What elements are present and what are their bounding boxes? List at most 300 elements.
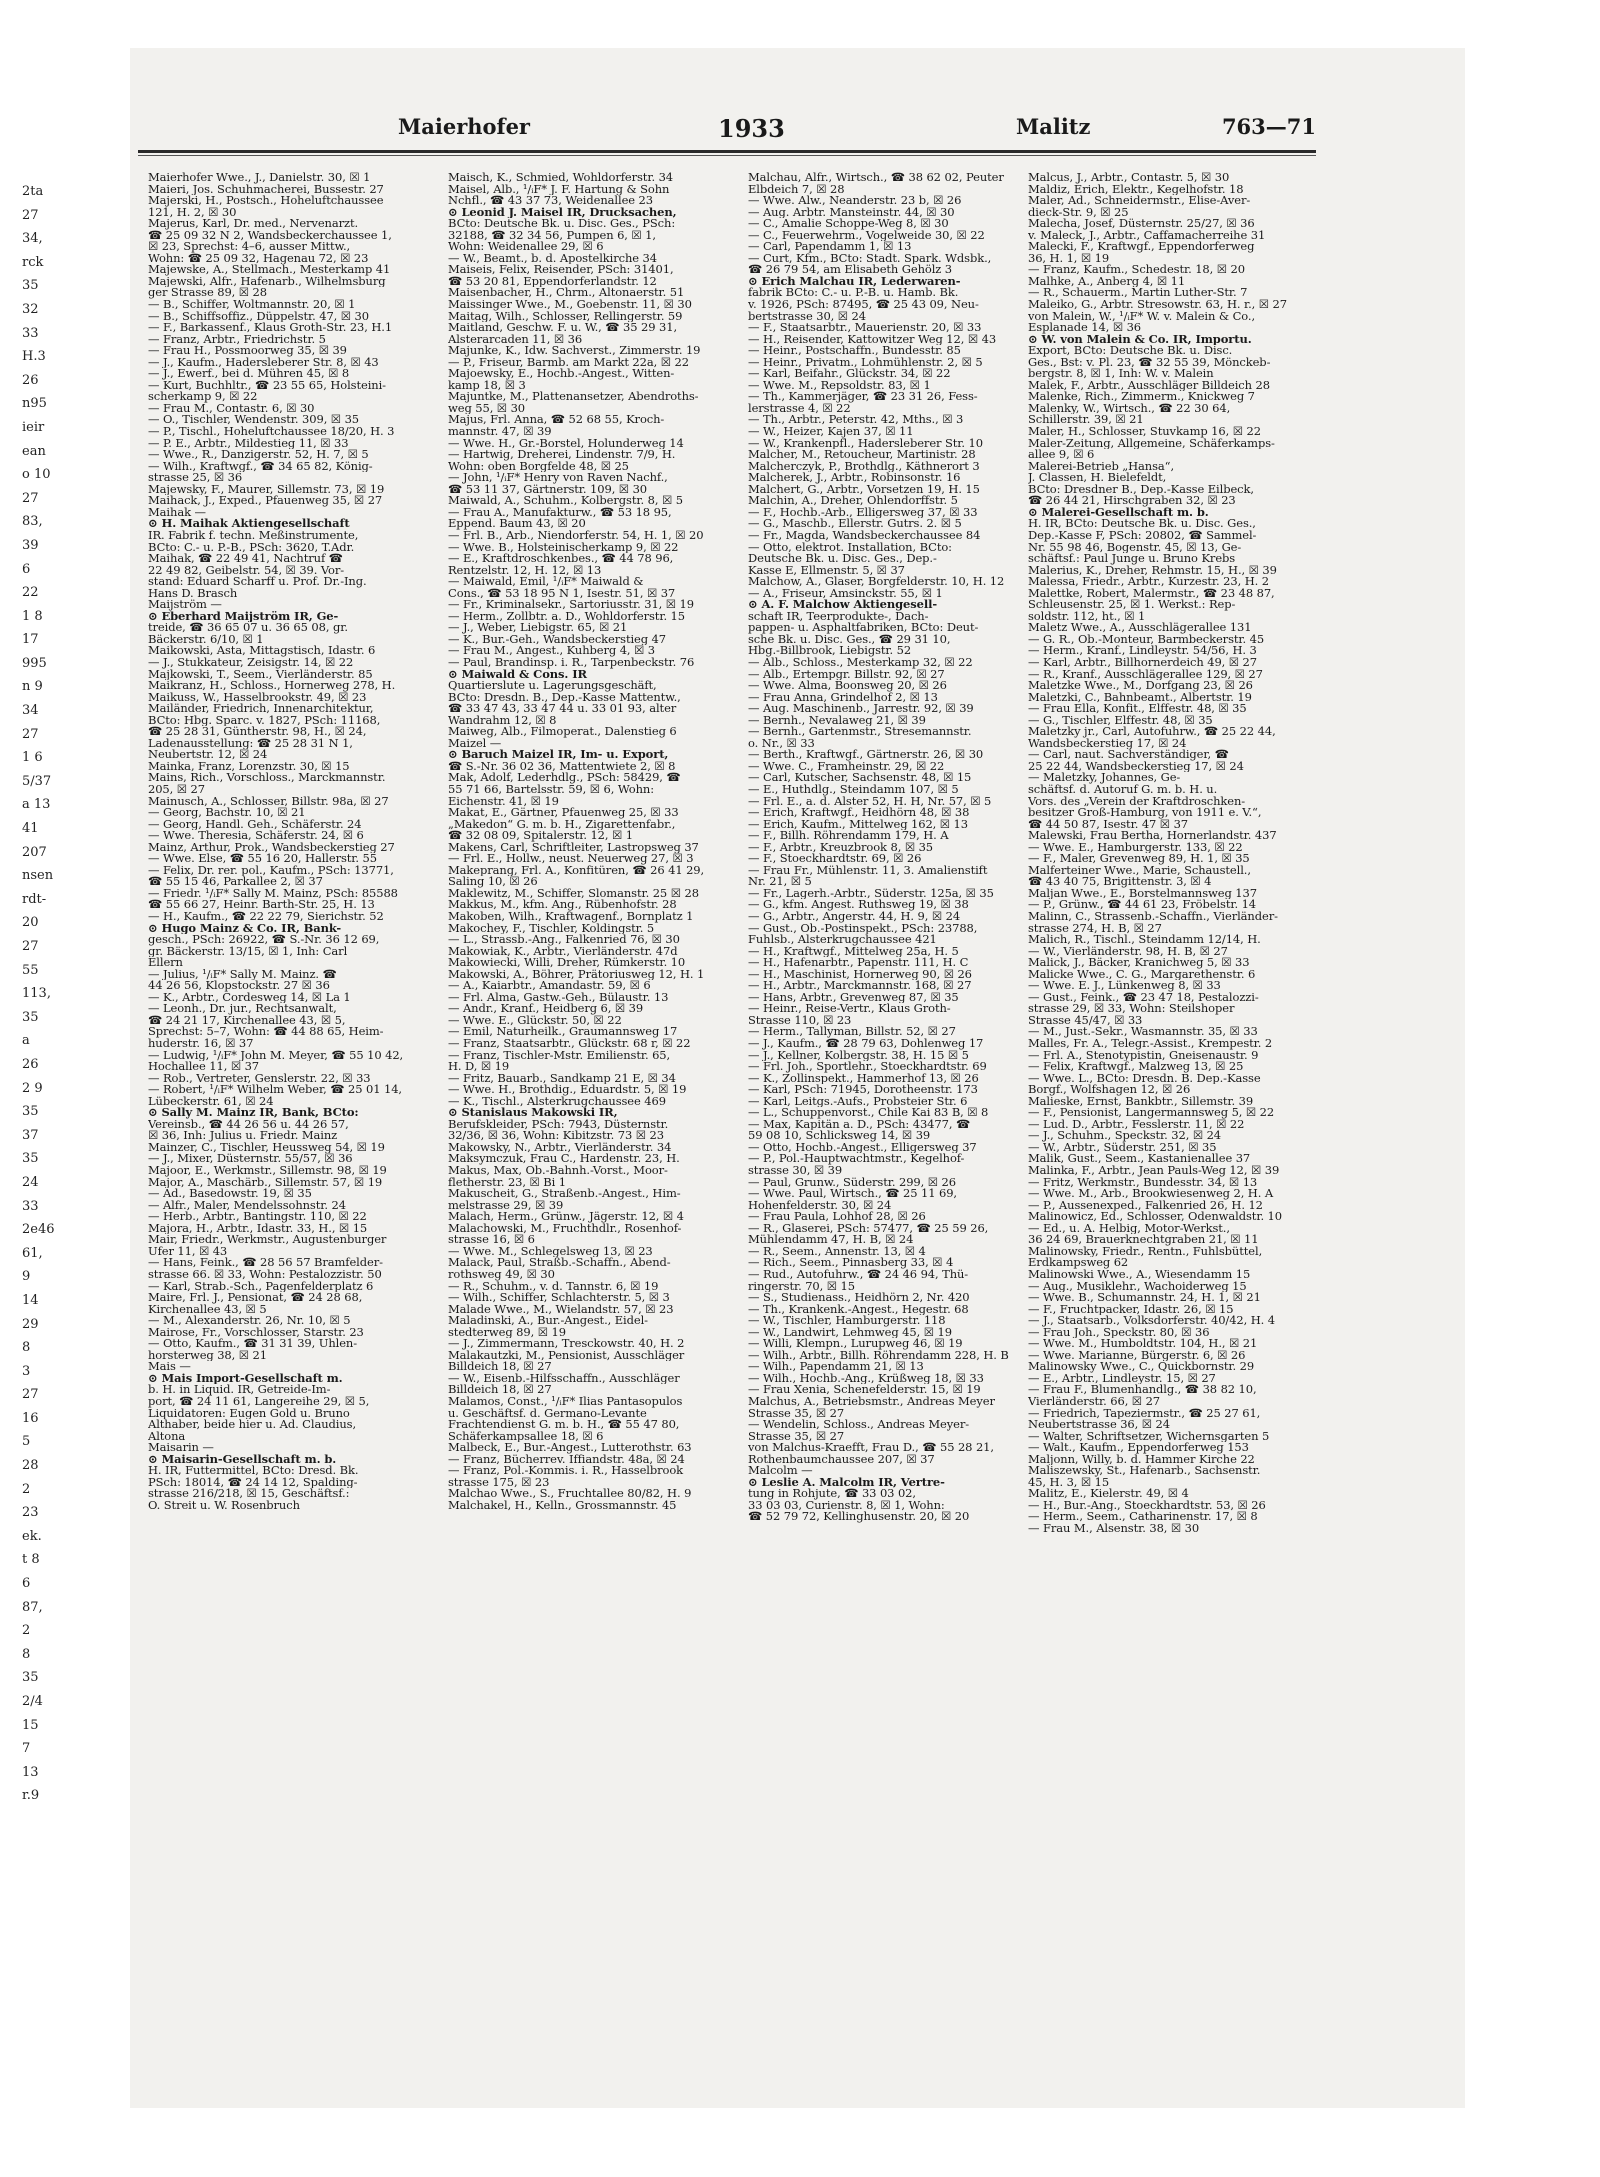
directory-entry-line: — Frau Fr., Mühlenstr. 11, 3. Amalienstift: [748, 864, 988, 877]
directory-entry-line: ☎ 25 09 32 N 2, Wandsbeckerchaussee 1,: [148, 229, 392, 242]
directory-entry-line: BCto: Hbg. Sparc. v. 1827, PSch: 11168,: [148, 714, 381, 727]
directory-entry-line: — M., Just.-Sekr., Wasmannstr. 35, ☒ 33: [1028, 1026, 1258, 1039]
directory-entry-line: Makowski, A., Böhrer, Prätoriusweg 12, H. 1: [448, 968, 705, 981]
directory-entry-line: stedterweg 89, ☒ 19: [448, 1326, 566, 1339]
directory-entry-line: Mair, Friedr., Werkmstr., Augustenburger: [148, 1234, 387, 1246]
margin-fragment: 16: [22, 1410, 39, 1426]
directory-entry-line: 59 08 10, Schlicksweg 14, ☒ 39: [748, 1130, 931, 1142]
margin-fragment: 33: [22, 325, 39, 341]
directory-entry-line: — Wwe. M., Arb., Brookwiesenweg 2, H. A: [1028, 1188, 1274, 1200]
directory-entry-line: ☎ 25 28 31, Güntherstr. 98, H., ☒ 24,: [148, 726, 367, 738]
margin-fragment: 29: [22, 1316, 39, 1332]
directory-entry-line: ⊙ Leslie A. Malcolm IR, Vertre-: [748, 1476, 945, 1489]
directory-entry-line: Rothenbaumchaussee 207, ☒ 37: [748, 1453, 935, 1466]
margin-fragment: 35: [22, 1670, 39, 1686]
directory-entry-line: 25 22 44, Wandsbeckerstieg 17, ☒ 24: [1028, 760, 1244, 773]
directory-entry-line: — W., Landwirt, Lehmweg 45, ☒ 19: [748, 1326, 952, 1339]
directory-entry-line: v. 1926, PSch: 87495, ☎ 25 43 09, Neu-: [748, 299, 979, 311]
directory-entry-line: ⊙ Baruch Maizel IR, Im- u. Export,: [448, 749, 669, 761]
directory-entry-line: Cons., ☎ 53 18 95 N 1, Isestr. 51, ☒ 37: [448, 587, 676, 600]
directory-entry-line: — C., Amalie Schoppe-Weg 8, ☒ 30: [748, 218, 949, 230]
directory-entry-line: Quartierslute u. Lagerungsgeschäft,: [448, 680, 657, 692]
directory-entry-line: Malferteiner Wwe., Marie, Schaustell.,: [1028, 864, 1251, 877]
directory-entry-line: — Walt., Kaufm., Eppendorferweg 153: [1028, 1442, 1249, 1454]
directory-entry-line: Maljonn, Willy, b. d. Hammer Kirche 22: [1028, 1453, 1255, 1466]
directory-entry-line: b. H. in Liquid. IR, Getreide-Im-: [148, 1384, 331, 1396]
directory-entry-line: — Th., Arbtr., Peterstr. 42, Mths., ☒ 3: [748, 414, 964, 427]
directory-entry-line: 205, ☒ 27: [148, 783, 205, 796]
directory-entry-line: Malecha, Josef, Düsternstr. 25/27, ☒ 36: [1028, 218, 1255, 230]
directory-entry-line: Elbdeich 7, ☒ 28: [748, 183, 845, 196]
directory-entry-line: Mairose, Fr., Vorschlosser, Starstr. 23: [148, 1326, 364, 1339]
directory-entry-line: Fuhlsb., Alsterkrugchaussee 421: [748, 934, 937, 946]
directory-entry-line: — Frau M., Alsenstr. 38, ☒ 30: [1028, 1522, 1200, 1535]
directory-entry-line: — Alb., Ertempgr. Billstr. 92, ☒ 27: [748, 668, 945, 681]
margin-fragment: r.9: [22, 1788, 40, 1804]
directory-entry-line: Mainka, Franz, Lorenzstr. 30, ☒ 15: [148, 760, 350, 773]
directory-entry-line: Malles, Fr. A., Telegr.-Assist., Krempestr. 2: [1028, 1038, 1273, 1050]
directory-entry-line: Schleusenstr. 25, ☒ 1. Werkst.: Rep-: [1028, 599, 1236, 611]
directory-entry-line: Berufskleider, PSch: 7943, Düsternstr.: [448, 1118, 669, 1131]
margin-fragment: 9: [22, 1269, 31, 1285]
directory-entry-line: — Bernh., Nevalaweg 21, ☒ 39: [748, 714, 926, 727]
directory-entry-line: — Kurt, Buchhltr., ☎ 23 55 65, Holsteini-: [148, 379, 386, 392]
margin-fragment: o 10: [22, 467, 51, 483]
directory-entry-line: Major, A., Maschärb., Sillemstr. 57, ☒ 19: [148, 1176, 383, 1189]
directory-entry-line: Malchus, A., Betriebsmstr., Andreas Meyer: [748, 1395, 995, 1408]
directory-entry-line: scherkamp 9, ☒ 22: [148, 391, 258, 403]
margin-fragment: 55: [22, 962, 39, 978]
directory-entry-line: strasse 216/218, ☒ 15, Geschäftsf.:: [148, 1488, 350, 1500]
directory-entry-line: Maikowski, Asta, Mittagstisch, Idastr. 6: [148, 645, 376, 657]
directory-entry-line: — J., Kaufm., Hadersleberer Str. 8, ☒ 43: [148, 356, 379, 369]
directory-entry-line: ⊙ Leonid J. Maisel IR, Drucksachen,: [448, 206, 677, 219]
directory-entry-line: von Malein, W., ¹/ᵢF* W. v. Malein & Co.,: [1028, 310, 1255, 323]
directory-entry-line: — G. R., Ob.-Monteur, Barmbeckerstr. 45: [1028, 633, 1265, 646]
directory-entry-line: — Herm., Tallyman, Billstr. 52, ☒ 27: [748, 1026, 956, 1039]
margin-fragment: 14: [22, 1292, 39, 1308]
directory-entry-line: rothsweg 49, ☒ 30: [448, 1268, 555, 1281]
directory-entry-line: — C., Feuerwehrm., Vogelweide 30, ☒ 22: [748, 229, 985, 242]
directory-entry-line: Maiwald, A., Schuhm., Kolbergstr. 8, ☒ 5: [448, 495, 683, 507]
directory-entry-line: fletherstr. 23, ☒ Bi 1: [448, 1176, 566, 1189]
margin-fragment: 87,: [22, 1599, 43, 1615]
directory-entry-line: Malicke Wwe., C. G., Margarethenstr. 6: [1028, 968, 1256, 981]
directory-entry-line: 32/36, ☒ 36, Wohn: Kibitzstr. 73 ☒ 23: [448, 1130, 664, 1142]
directory-entry-line: — Otto, Kaufm., ☎ 31 31 39, Uhlen-: [148, 1338, 358, 1350]
directory-entry-line: ⊙ Stanislaus Makowski IR,: [448, 1107, 618, 1119]
directory-entry-line: — Frau Paula, Lohhof 28, ☒ 26: [748, 1211, 926, 1223]
directory-entry-line: — J., Ewerf., bei d. Mühren 45, ☒ 8: [148, 368, 350, 380]
directory-entry-line: Malinowski Wwe., A., Wiesendamm 15: [1028, 1268, 1251, 1281]
margin-fragment: 13: [22, 1764, 39, 1780]
directory-entry-line: Malettke, Robert, Malermstr., ☎ 23 48 87,: [1028, 587, 1275, 600]
directory-entry-line: H. IR, BCto: Deutsche Bk. u. Disc. Ges.,: [1028, 518, 1256, 530]
directory-entry-line: ☎ 26 79 54, am Elisabeth Gehölz 3: [748, 264, 953, 276]
directory-entry-line: — Frau M., Angest., Kuhberg 4, ☒ 3: [448, 645, 656, 657]
margin-fragment: 2/4: [22, 1694, 43, 1709]
directory-entry-line: BCto: Dresdn. B., Dep.-Kasse Mattentw.,: [448, 691, 681, 704]
directory-entry-line: schäftsf.: Paul Junge u. Bruno Krebs: [1028, 553, 1236, 565]
margin-fragment: 39: [22, 537, 39, 553]
directory-entry-line: treide, ☎ 36 65 07 u. 36 65 08, gr.: [148, 622, 348, 634]
directory-entry-line: — K., Arbtr., Cordesweg 14, ☒ La 1: [148, 991, 351, 1004]
directory-entry-line: Malinowicz, Ed., Schlosser, Odenwaldstr. 10: [1028, 1211, 1282, 1223]
directory-entry-line: — Berth., Kraftwgf., Gärtnerstr. 26, ☒ 30: [748, 749, 984, 761]
directory-entry-line: — Otto, elektrot. Installation, BCto:: [748, 541, 952, 554]
directory-entry-line: Hans D. Brasch: [148, 587, 238, 600]
directory-entry-line: port, ☎ 24 11 61, Langereihe 29, ☒ 5,: [148, 1395, 370, 1408]
directory-entry-line: — Aug., Musiklehr., Wachoiderweg 15: [1028, 1280, 1247, 1293]
directory-entry-line: — Paul, Brandinsp. i. R., Tarpenbeckstr. 76: [448, 656, 695, 669]
directory-entry-line: Borgf., Wolfshagen 12, ☒ 26: [1028, 1084, 1191, 1096]
directory-entry-line: Nchfl., ☎ 43 37 73, Weidenallee 23: [448, 195, 653, 207]
directory-entry-line: — H., Hafenarbtr., Papenstr. 111, H. C: [748, 957, 969, 969]
directory-entry-line: ☎ 52 79 72, Kellinghusenstr. 20, ☒ 20: [748, 1511, 970, 1523]
directory-entry-line: — Wwe. C., Framheinstr. 29, ☒ 22: [748, 760, 945, 773]
directory-entry-line: Malhke, A., Anberg 4, ☒ 11: [1028, 275, 1186, 288]
directory-entry-line: — Wilh., Arbtr., Billh. Röhrendamm 228, H. B: [748, 1349, 1009, 1362]
directory-entry-line: — Maletzky, Johannes, Ge-: [1028, 772, 1181, 784]
directory-entry-line: — G., Arbtr., Angerstr. 44, H. 9, ☒ 24: [748, 911, 961, 923]
directory-entry-line: Maksymczuk, Frau C., Hardenstr. 23, H.: [448, 1153, 680, 1166]
directory-entry-line: Malenky, W., Wirtsch., ☎ 22 30 64,: [1028, 402, 1231, 415]
margin-fragment: 26: [22, 372, 39, 388]
directory-entry-line: — R., Glaserei, PSch: 57477, ☎ 25 59 26,: [748, 1222, 989, 1235]
directory-entry-line: ⊙ Maiwald & Cons. IR: [448, 668, 587, 681]
directory-entry-line: — John, ¹/ᵢF* Henry von Raven Nachf.,: [448, 472, 668, 484]
directory-entry-line: melstrasse 29, ☒ 39: [448, 1199, 564, 1212]
directory-entry-line: ☎ 32 08 09, Spitalerstr. 12, ☒ 1: [448, 830, 633, 842]
margin-fragment: 35: [22, 278, 39, 294]
directory-entry-line: — Ed., u. A. Helbig, Motor-Werkst.,: [1028, 1222, 1230, 1235]
directory-entry-line: Makuscheit, G., Straßenb.-Angest., Him-: [448, 1188, 681, 1200]
directory-entry-line: — F., Pensionist, Langermannsweg 5, ☒ 22: [1028, 1107, 1275, 1119]
directory-entry-line: Maieri, Jos. Schuhmacherei, Bussestr. 27: [148, 183, 384, 196]
directory-entry-line: — Felix, Kraftwgf., Malzweg 13, ☒ 25: [1028, 1061, 1244, 1073]
directory-entry-line: — Andr., Kranf., Heidberg 6, ☒ 39: [448, 1003, 644, 1015]
directory-entry-line: — B., Schiffer, Woltmannstr. 20, ☒ 1: [148, 299, 356, 311]
directory-entry-line: Malieske, Ernst, Bankbtr., Sillemstr. 39: [1028, 1095, 1254, 1108]
directory-entry-line: — K., Tischl., Alsterkrugchaussee 469: [448, 1095, 666, 1108]
directory-entry-line: — Felix, Dr. rer. pol., Kaufm., PSch: 13771,: [148, 864, 394, 877]
directory-entry-line: — Aug. Arbtr. Mansteinstr. 44, ☒ 30: [748, 206, 955, 219]
margin-fragment: 8: [22, 1340, 31, 1356]
directory-entry-line: Malek, F., Arbtr., Ausschläger Billdeich 28: [1028, 379, 1270, 392]
directory-entry-line: — Fr., Kriminalsekr., Sartoriusstr. 31, ☒ 19: [448, 599, 694, 611]
directory-entry-line: v. Maleck, J., Arbtr., Caffamacherreihe 31: [1028, 229, 1266, 242]
margin-fragment: 2 9: [22, 1080, 43, 1096]
directory-entry-line: Makat, E., Gärtner, Pfauenweg 25, ☒ 33: [448, 807, 679, 819]
directory-entry-line: Maler, H., Schlosser, Stuvkamp 16, ☒ 22: [1028, 426, 1261, 438]
directory-entry-line: dieck-Str. 9, ☒ 25: [1028, 206, 1129, 219]
directory-entry-line: — Frau A., Manufakturw., ☎ 53 18 95,: [448, 506, 672, 519]
directory-entry-line: Maleiko, G., Arbtr. Stresowstr. 63, H. r., ☒ 27: [1028, 299, 1287, 311]
directory-entry-line: — Wendelin, Schloss., Andreas Meyer-: [748, 1419, 970, 1431]
directory-entry-line: IR. Fabrik f. techn. Meßinstrumente,: [148, 529, 359, 542]
directory-entry-line: — Franz, Arbtr., Friedrichstr. 5: [148, 333, 326, 346]
directory-entry-line: Malich, R., Tischl., Steindamm 12/14, H.: [1028, 934, 1261, 946]
directory-entry-line: — Bernh., Gartenmstr., Stresemannstr.: [748, 726, 972, 738]
directory-entry-line: Hochallee 11, ☒ 37: [148, 1061, 260, 1073]
directory-entry-line: Wandrahm 12, ☒ 8: [448, 714, 557, 727]
directory-entry-line: Maihack, J., Exped., Pfauenweg 35, ☒ 27: [148, 495, 383, 507]
directory-entry-line: Altona: [148, 1430, 186, 1443]
directory-entry-line: — Wwe. Alma, Boonsweg 20, ☒ 26: [748, 680, 947, 692]
directory-column-2: [448, 172, 736, 2072]
directory-entry-line: tung in Rohjute, ☎ 33 03 02,: [748, 1488, 916, 1500]
margin-fragment: 1 6: [22, 750, 43, 766]
directory-entry-line: — B., Schiffsoffiz., Düppelstr. 47, ☒ 30: [148, 310, 369, 323]
directory-entry-line: — J., Zimmermann, Tresckowstr. 40, H. 2: [448, 1338, 685, 1350]
margin-fragment: 20: [22, 915, 39, 931]
margin-fragment: ieir: [22, 419, 45, 435]
directory-entry-line: — G., kfm. Angest. Ruthsweg 19, ☒ 38: [748, 899, 969, 911]
directory-entry-line: — K., Zollinspekt., Hammerhof 13, ☒ 26: [748, 1072, 979, 1085]
directory-entry-line: — Hartwig, Dreherei, Lindenstr. 7/9, H.: [448, 449, 676, 461]
directory-entry-line: Maierhofer Wwe., J., Danielstr. 30, ☒ 1: [148, 172, 371, 184]
directory-entry-line: Maikranz, H., Schloss., Hornerweg 278, H.: [148, 680, 396, 692]
margin-fragment: 27: [22, 1387, 39, 1403]
directory-entry-line: Makkus, M., kfm. Ang., Rübenhofstr. 28: [448, 899, 677, 911]
directory-entry-line: — J., Schuhm., Speckstr. 32, ☒ 24: [1028, 1130, 1222, 1142]
directory-entry-line: Maire, Frl. J., Pensionat, ☎ 24 28 68,: [148, 1292, 363, 1304]
directory-entry-line: — E., Huthdlg., Steindamm 107, ☒ 5: [748, 783, 959, 796]
margin-fragment: 5/37: [22, 773, 52, 789]
margin-fragment: 23: [22, 1505, 39, 1521]
directory-entry-line: — Wwe. Paul, Wirtsch., ☎ 25 11 69,: [748, 1188, 957, 1200]
directory-entry-line: Makus, Max, Ob.-Bahnh.-Vorst., Moor-: [448, 1165, 668, 1177]
directory-entry-line: Malinowsky, Friedr., Rentn., Fuhlsbüttel,: [1028, 1245, 1263, 1258]
margin-fragment: t 8: [22, 1552, 40, 1568]
directory-entry-line: Makens, Carl, Schriftleiter, Lastropsweg 37: [448, 841, 699, 854]
directory-entry-line: ⊙ Sally M. Mainz IR, Bank, BCto:: [148, 1107, 359, 1119]
directory-entry-line: Vierländerstr. 66, ☒ 27: [1028, 1395, 1160, 1408]
directory-entry-line: Ufer 11, ☒ 43: [148, 1245, 228, 1258]
directory-entry-line: Maletzki, C., Bahnbeamt., Albertstr. 19: [1028, 691, 1252, 704]
directory-entry-line: BCto: Deutsche Bk. u. Disc. Ges., PSch:: [448, 218, 676, 230]
directory-entry-line: — Julius, ¹/ᵢF* Sally M. Mainz. ☎: [148, 968, 337, 981]
directory-entry-line: — Georg, Bachstr. 10, ☒ 21: [148, 807, 306, 819]
directory-entry-line: ⊙ W. von Malein & Co. IR, Importu.: [1028, 333, 1252, 346]
directory-entry-line: — Herm., Zollbtr. a. D., Wohldorferstr. 15: [448, 610, 685, 623]
directory-entry-line: ⊙ Mais Import-Gesellschaft m.: [148, 1372, 343, 1385]
directory-entry-line: — H., Kaufm., ☎ 22 22 79, Sierichstr. 52: [148, 911, 384, 923]
directory-entry-line: Maissinger Wwe., M., Goebenstr. 11, ☒ 30: [448, 299, 692, 311]
directory-entry-line: Strasse 110, ☒ 23: [748, 1014, 852, 1027]
directory-entry-line: sche Bk. u. Disc. Ges., ☎ 29 31 10,: [748, 633, 951, 646]
directory-entry-line: — J., Stukkateur, Zeisigstr. 14, ☒ 22: [148, 656, 354, 669]
directory-entry-line: Maljan Wwe., E., Borstelmannsweg 137: [1028, 887, 1257, 900]
directory-entry-line: — Fr., Lagerh.-Arbtr., Süderstr. 125a, ☒ 35: [748, 887, 994, 900]
margin-fragment: 27: [22, 939, 39, 954]
directory-entry-line: — Max, Kapitän a. D., PSch: 43477, ☎: [748, 1118, 971, 1131]
directory-entry-line: — Curt, Kfm., BCto: Stadt. Spark. Wdsbk.,: [748, 252, 992, 265]
directory-entry-line: — Carl, Kutscher, Sachsenstr. 48, ☒ 15: [748, 772, 972, 784]
directory-entry-line: Malitz, E., Kielerstr. 49, ☒ 4: [1028, 1488, 1189, 1500]
directory-entry-line: Hbg.-Billbrook, Liebigstr. 52: [748, 645, 912, 657]
directory-entry-line: Malchow, A., Glaser, Borgfelderstr. 10, H. 12: [748, 576, 1005, 588]
directory-entry-line: — L., Strassb.-Ang., Falkenried 76, ☒ 30: [448, 934, 680, 946]
margin-fragment: 27: [22, 726, 39, 742]
directory-entry-line: — Herm., Kranf., Lindleystr. 54/56, H. 3: [1028, 645, 1257, 657]
margin-fragment: 41: [22, 821, 39, 837]
directory-entry-line: — Wwe. E., Glückstr. 50, ☒ 22: [448, 1014, 622, 1027]
directory-entry-line: — W., Arbtr., Süderstr. 251, ☒ 35: [1028, 1141, 1217, 1154]
header-rule: [138, 150, 1316, 153]
directory-entry-line: — Wwe. Marianne, Bürgerstr. 6, ☒ 26: [1028, 1349, 1246, 1362]
directory-entry-line: — Frau F., Blumenhandlg., ☎ 38 82 10,: [1028, 1384, 1257, 1396]
directory-entry-line: — Franz, Tischler-Mstr. Emilienstr. 65,: [448, 1049, 671, 1062]
directory-entry-line: — Wwe. E., Hamburgerstr. 133, ☒ 22: [1028, 841, 1243, 854]
margin-fragment: 5: [22, 1434, 31, 1450]
directory-entry-line: — F., Billh. Röhrendamm 179, H. A: [748, 830, 949, 842]
margin-fragment: 37: [22, 1127, 39, 1143]
directory-entry-line: Vors. des „Verein der Kraftdroschken-: [1028, 795, 1246, 808]
directory-entry-line: mannstr. 47, ☒ 39: [448, 426, 552, 438]
directory-entry-line: — Karl, Strab.-Sch., Pagenfelderplatz 6: [148, 1280, 374, 1293]
directory-entry-line: — J., Mixer, Düsternstr. 55/57, ☒ 36: [148, 1153, 353, 1166]
directory-entry-line: — Frau Joh., Speckstr. 80, ☒ 36: [1028, 1326, 1210, 1339]
margin-fragment: ek.: [22, 1528, 42, 1544]
directory-entry-line: Export, BCto: Deutsche Bk. u. Disc.: [1028, 345, 1233, 357]
directory-entry-line: — Heinr., Reise-Vertr., Klaus Groth-: [748, 1003, 951, 1015]
directory-entry-line: Malchin, A., Dreher, Ohlendorffstr. 5: [748, 495, 958, 507]
margin-fragment: n95: [22, 396, 47, 412]
directory-entry-line: Maihak, ☎ 22 49 41, Nachtruf ☎: [148, 553, 343, 565]
directory-entry-line: — Franz, Pol.-Kommis. i. R., Hasselbrook: [448, 1465, 684, 1477]
directory-entry-line: — Wwe. M., Schlegelsweg 13, ☒ 23: [448, 1245, 653, 1258]
directory-entry-line: — Wilh., Papendamm 21, ☒ 13: [748, 1361, 924, 1373]
directory-entry-line: — Emil, Naturheilk., Graumannsweg 17: [448, 1026, 678, 1039]
directory-entry-line: — W., Vierländerstr. 98, H. B, ☒ 27: [1028, 945, 1228, 958]
directory-entry-line: Malchau, Alfr., Wirtsch., ☎ 38 62 02, Peuter: [748, 172, 1004, 184]
directory-entry-line: Neubertstr. 12, ☒ 24: [148, 749, 268, 761]
directory-entry-line: Malchert, G., Arbtr., Vorsetzen 19, H. 15: [748, 483, 980, 496]
directory-entry-line: Ges., Bst: v. Pl. 23, ☎ 32 55 39, Mönckeb-: [1028, 356, 1271, 369]
directory-entry-line: — Gust., Ob.-Postinspekt., PSch: 23788,: [748, 922, 978, 935]
directory-entry-line: fabrik BCto: C.- u. P.-B. u. Hamb. Bk.: [748, 287, 959, 300]
header-left-name: Maierhofer: [398, 114, 530, 139]
margin-fragment: 207: [22, 844, 47, 860]
directory-entry-line: — G., Maschb., Ellerstr. Gutrs. 2. ☒ 5: [748, 518, 962, 530]
directory-entry-line: — L., Schuppenvorst., Chile Kai 83 B, ☒ 8: [748, 1107, 989, 1119]
directory-entry-line: — Friedrich, Tapeziermstr., ☎ 25 27 61,: [1028, 1407, 1261, 1420]
directory-entry-line: — W., Heizer, Kajen 37, ☒ 11: [748, 426, 914, 438]
directory-entry-line: — Frl. B., Arb., Niendorferstr. 54, H. 1, ☒ 20: [448, 529, 704, 542]
directory-entry-line: — P., Tischl., Hoheluftchaussee 18/20, H. 3: [148, 426, 395, 438]
directory-entry-line: strasse 29, ☒ 33, Wohn: Steilshoper: [1028, 1003, 1235, 1015]
directory-entry-line: Kirchenallee 43, ☒ 5: [148, 1303, 267, 1316]
margin-fragment: 33: [22, 1198, 39, 1214]
margin-fragment: 6: [22, 561, 31, 577]
directory-entry-line: Maklewitz, M., Schiffer, Slomanstr. 25 ☒ 28: [448, 887, 699, 900]
directory-entry-line: — Wwe. M., Humboldtstr. 104, H., ☒ 21: [1028, 1338, 1258, 1350]
directory-entry-line: Maiseis, Felix, Reisender, PSch: 31401,: [448, 264, 674, 276]
directory-entry-line: — H., Reisender, Kattowitzer Weg 12, ☒ 43: [748, 333, 997, 346]
directory-entry-line: — P. E., Arbtr., Mildestieg 11, ☒ 33: [148, 437, 349, 450]
directory-entry-line: Majerski, H., Postsch., Hoheluftchaussee: [148, 195, 384, 207]
header-year: 1933: [718, 114, 785, 143]
directory-entry-line: Malcolm —: [748, 1465, 813, 1477]
margin-fragment: ean: [22, 443, 46, 459]
margin-fragment: 2ta: [22, 184, 44, 199]
directory-entry-line: — E., Arbtr., Lindleystr. 15, ☒ 27: [1028, 1372, 1216, 1385]
directory-entry-line: — Carl, naut. Sachverständiger, ☎: [1028, 749, 1229, 761]
directory-entry-line: weg 55, ☒ 30: [448, 402, 526, 415]
directory-entry-line: PSch: 18014, ☎ 24 14 12, Spalding-: [148, 1476, 358, 1489]
directory-entry-line: gesch., PSch: 26922, ☎ S.-Nr. 36 12 69,: [148, 934, 380, 946]
directory-entry-line: Malerius, K., Dreher, Rehmstr. 15, H., ☒ 39: [1028, 564, 1277, 577]
directory-entry-line: Maisel, Alb., ¹/ᵢF* J. F. Hartung & Sohn: [448, 183, 670, 196]
directory-entry-line: ☎ 53 11 37, Gärtnerstr. 109, ☒ 30: [448, 483, 648, 496]
directory-entry-line: — Franz, Bücherrev. Iffiandstr. 48a, ☒ 24: [448, 1453, 685, 1466]
directory-entry-line: — Frl. E., a. d. Alster 52, H. H, Nr. 57, ☒ 5: [748, 795, 992, 808]
directory-entry-line: — R., Schauerm., Martin Luther-Str. 7: [1028, 287, 1248, 300]
directory-entry-line: Malenke, Rich., Zimmerm., Knickweg 7: [1028, 391, 1255, 403]
directory-entry-line: Malchakel, H., Kelln., Grossmannstr. 45: [448, 1499, 677, 1512]
directory-entry-line: Malchao Wwe., S., Fruchtallee 80/82, H. 9: [448, 1488, 692, 1500]
directory-entry-line: — E., Kraftdroschkenbes., ☎ 44 78 96,: [448, 553, 674, 565]
directory-entry-line: 45, H. 3, ☒ 15: [1028, 1476, 1110, 1489]
directory-entry-line: — Fr., Magda, Wandsbeckerchaussee 84: [748, 529, 981, 542]
margin-fragment: 2: [22, 1623, 31, 1639]
directory-entry-line: Makoben, Wilh., Kraftwagenf., Bornplatz 1: [448, 911, 694, 923]
directory-entry-line: strasse 30, ☒ 39: [748, 1165, 843, 1177]
directory-entry-line: o. Nr., ☒ 33: [748, 737, 815, 750]
directory-entry-line: Vereinsb., ☎ 44 26 56 u. 44 26 57,: [148, 1118, 349, 1131]
directory-entry-line: ☎ 33 47 43, 33 47 44 u. 33 01 93, alter: [448, 703, 677, 715]
directory-entry-line: Wohn: Weidenallee 29, ☒ 6: [448, 241, 604, 253]
margin-fragment: 17: [22, 632, 39, 648]
directory-entry-line: Malcus, J., Arbtr., Contastr. 5, ☒ 30: [1028, 172, 1230, 184]
margin-fragment: rdt-: [22, 891, 47, 907]
directory-entry-line: — P., Pol.-Hauptwachtmstr., Kegelhof-: [748, 1153, 965, 1166]
directory-entry-line: — Otto, Hochb.-Angest., Elligersweg 37: [748, 1141, 977, 1154]
directory-entry-line: — Karl, Beifahr., Glückstr. 34, ☒ 22: [748, 368, 951, 380]
margin-fragment: 6: [22, 1576, 31, 1592]
directory-entry-line: Mains, Rich., Vorschloss., Marckmannstr.: [148, 772, 386, 784]
directory-entry-line: — Alb., Schloss., Mesterkamp 32, ☒ 22: [748, 656, 973, 669]
directory-entry-line: — J., Kaufm., ☎ 28 79 63, Dohlenweg 17: [748, 1038, 984, 1050]
directory-entry-line: — Georg, Handl. Geh., Schäferstr. 24: [148, 818, 362, 831]
directory-entry-line: ☎ 44 50 87, Isestr. 47 ☒ 37: [1028, 818, 1189, 831]
directory-entry-line: — Hans, Arbtr., Grevenweg 87, ☒ 35: [748, 991, 959, 1004]
directory-entry-line: Nr. 55 98 46, Bogenstr. 45, ☒ 13, Ge-: [1028, 541, 1242, 554]
directory-entry-line: Strasse 35, ☒ 27: [748, 1407, 845, 1420]
margin-fragment: H.3: [22, 349, 46, 365]
directory-entry-line: — Wwe. H., Brothdig., Eduardstr. 5, ☒ 19: [448, 1084, 687, 1096]
directory-entry-line: Maler, Ad., Schneidermstr., Elise-Aver-: [1028, 195, 1251, 207]
margin-fragment: nsen: [22, 868, 54, 884]
directory-entry-line: — Hans, Feink., ☎ 28 56 57 Bramfelder-: [148, 1257, 383, 1269]
directory-entry-line: Alsterarcaden 11, ☒ 36: [448, 333, 583, 346]
directory-entry-line: — W., Eisenb.-Hilfsschaffn., Ausschläger: [448, 1372, 680, 1385]
margin-fragment: 2e46: [22, 1222, 55, 1238]
directory-entry-line: Mais —: [148, 1361, 191, 1373]
directory-entry-line: Majkowski, T., Seem., Vierländerstr. 85: [148, 668, 373, 681]
directory-entry-line: ⊙ Erich Malchau IR, Lederwaren-: [748, 275, 961, 288]
directory-entry-line: Malcherek, J., Arbtr., Robinsonstr. 16: [748, 472, 961, 484]
directory-entry-line: — F., Barkassenf., Klaus Groth-Str. 23, H.1: [148, 322, 393, 334]
directory-entry-line: — Wwe. Alw., Neanderstr. 23 b, ☒ 26: [748, 195, 962, 207]
directory-entry-line: — Karl, Leitgs.-Aufs., Probsteier Str. 6: [748, 1095, 968, 1108]
directory-entry-line: Saling 10, ☒ 26: [448, 876, 538, 888]
directory-entry-line: Maitland, Geschw. F. u. W., ☎ 35 29 31,: [448, 322, 678, 334]
directory-entry-line: schaft IR, Teerprodukte-, Dach-: [748, 610, 929, 623]
directory-entry-line: Makochey, F., Tischler, Koldingstr. 5: [448, 922, 655, 935]
directory-entry-line: — A., Kaiarbtr., Amandastr. 59, ☒ 6: [448, 980, 651, 992]
